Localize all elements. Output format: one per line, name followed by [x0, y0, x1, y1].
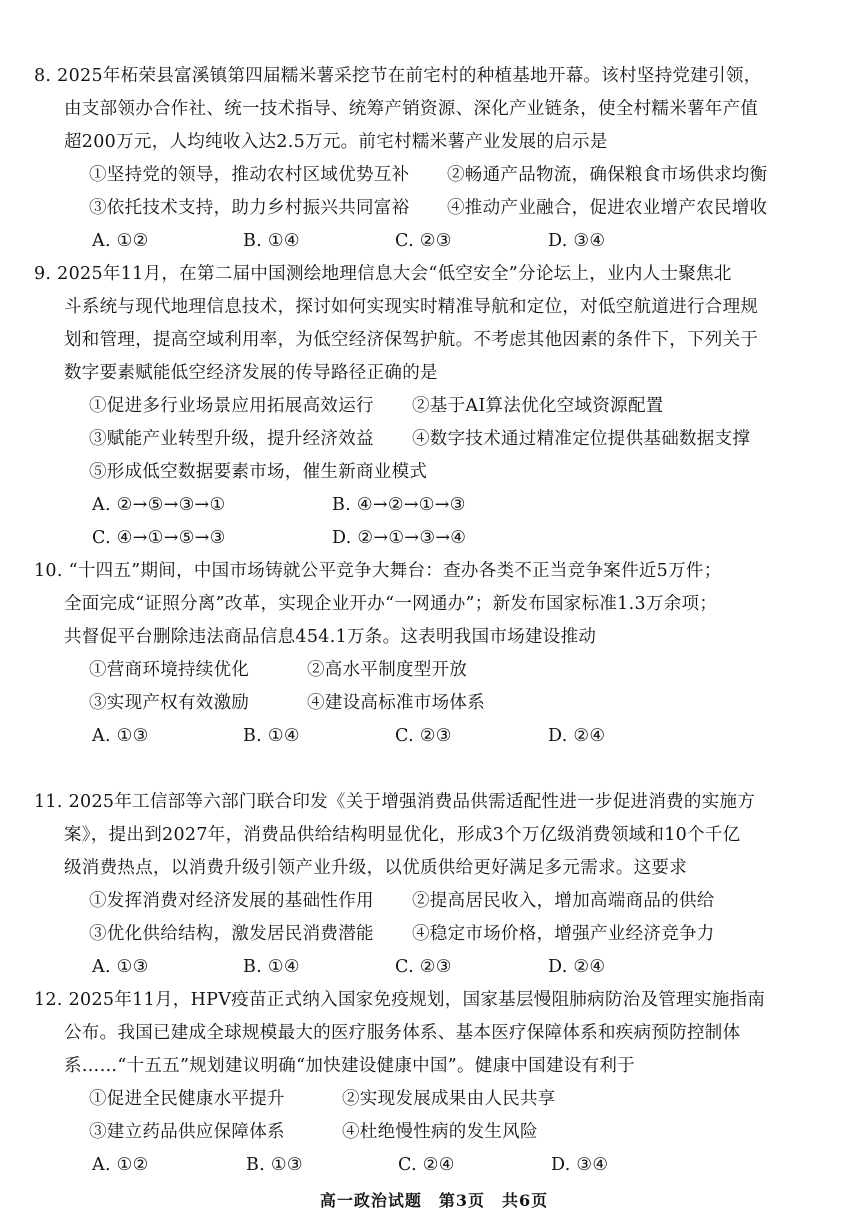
- question-10-stem-line-3: 共督促平台删除违法商品信息454.1万条。这表明我国市场建设推动: [64, 627, 597, 647]
- question-9-statement-3: ③赋能产业转型升级，提升经济效益: [89, 429, 374, 449]
- question-8-stem-line-2: 由支部领办合作社、统一技术指导、统筹产销资源、深化产业链条，使全村糯米薯年产值: [64, 99, 759, 119]
- question-9-option-a[interactable]: A. ②→⑤→③→①: [92, 495, 226, 515]
- question-10-statement-4: ④建设高标准市场体系: [307, 693, 485, 713]
- question-11-stem-line-2: 案》，提出到2027年，消费品供给结构明显优化，形成3个万亿级消费领域和10个千亿: [64, 825, 741, 845]
- question-11-stem-line-1: 11. 2025年工信部等六部门联合印发《关于增强消费品供需适配性进一步促进消费的实施方: [34, 792, 756, 812]
- question-11-statement-4: ④稳定市场价格，增强产业经济竞争力: [412, 924, 715, 944]
- question-12-statement-4: ④杜绝慢性病的发生风险: [342, 1122, 538, 1142]
- question-11-option-a[interactable]: A. ①③: [92, 957, 149, 977]
- question-8-statement-3: ③依托技术支持，助力乡村振兴共同富裕: [89, 198, 410, 218]
- question-8-option-d[interactable]: D. ③④: [548, 231, 606, 251]
- question-9-stem-line-1: 9. 2025年11月，在第二届中国测绘地理信息大会“低空安全”分论坛上，业内人士聚焦北: [34, 264, 732, 284]
- question-10-option-d[interactable]: D. ②④: [548, 726, 606, 746]
- question-11-statement-1: ①发挥消费对经济发展的基础性作用: [89, 891, 374, 911]
- question-8-option-c[interactable]: C. ②③: [395, 231, 452, 251]
- question-8-stem-line-1: 8. 2025年柘荣县富溪镇第四届糯米薯采挖节在前宅村的种植基地开幕。该村坚持党建引领，: [34, 66, 762, 86]
- question-12-option-d[interactable]: D. ③④: [551, 1155, 609, 1175]
- question-11-option-d[interactable]: D. ②④: [548, 957, 606, 977]
- question-12-option-a[interactable]: A. ①②: [92, 1155, 149, 1175]
- question-9-statement-5: ⑤形成低空数据要素市场，催生新商业模式: [89, 462, 428, 482]
- question-12-option-b[interactable]: B. ①③: [246, 1155, 303, 1175]
- question-12-statement-1: ①促进全民健康水平提升: [89, 1089, 285, 1109]
- question-12-statement-3: ③建立药品供应保障体系: [89, 1122, 285, 1142]
- question-12-stem-line-3: 系……“十五五”规划建议明确“加快建设健康中国”。健康中国建设有利于: [64, 1056, 635, 1076]
- question-11-option-b[interactable]: B. ①④: [243, 957, 300, 977]
- question-11-statement-3: ③优化供给结构，激发居民消费潜能: [89, 924, 374, 944]
- question-9-option-c[interactable]: C. ④→①→⑤→③: [92, 528, 226, 548]
- question-10-statement-3: ③实现产权有效激励: [89, 693, 250, 713]
- question-9-stem-line-2: 斗系统与现代地理信息技术，探讨如何实现实时精准导航和定位，对低空航道进行合理规: [64, 297, 759, 317]
- question-9-statement-1: ①促进多行业场景应用拓展高效运行: [89, 396, 374, 416]
- question-12-statement-2: ②实现发展成果由人民共享: [342, 1089, 556, 1109]
- question-9-statement-2: ②基于AI算法优化空域资源配置: [412, 396, 664, 416]
- question-12-stem-line-1: 12. 2025年11月，HPV疫苗正式纳入国家免疫规划，国家基层慢阻肺病防治及管理实施指南: [34, 990, 766, 1010]
- question-10-stem-line-1: 10. “十四五”期间，中国市场铸就公平竞争大舞台：查办各类不正当竞争案件近5万件；: [34, 561, 722, 581]
- question-8-statement-1: ①坚持党的领导，推动农村区域优势互补: [89, 165, 410, 185]
- question-10-statement-1: ①营商环境持续优化: [89, 660, 250, 680]
- question-9-option-b[interactable]: B. ④→②→①→③: [332, 495, 466, 515]
- question-12-option-c[interactable]: C. ②④: [398, 1155, 455, 1175]
- question-9-statement-4: ④数字技术通过精准定位提供基础数据支撑: [412, 429, 751, 449]
- page-footer: 高一政治试题 第3页 共6页: [319, 1191, 549, 1210]
- question-9-option-d[interactable]: D. ②→①→③→④: [332, 528, 467, 548]
- question-10-statement-2: ②高水平制度型开放: [307, 660, 468, 680]
- question-11-stem-line-3: 级消费热点，以消费升级引领产业升级，以优质供给更好满足多元需求。这要求: [64, 858, 687, 878]
- question-11-option-c[interactable]: C. ②③: [395, 957, 452, 977]
- question-8-option-a[interactable]: A. ①②: [92, 231, 149, 251]
- question-10-option-c[interactable]: C. ②③: [395, 726, 452, 746]
- question-10-option-b[interactable]: B. ①④: [243, 726, 300, 746]
- question-10-option-a[interactable]: A. ①③: [92, 726, 149, 746]
- question-10-stem-line-2: 全面完成“证照分离”改革，实现企业开办“一网通办”；新发布国家标准1.3万余项；: [64, 594, 718, 614]
- question-8-statement-2: ②畅通产品物流，确保粮食市场供求均衡: [447, 165, 768, 185]
- question-8-statement-4: ④推动产业融合，促进农业增产农民增收: [447, 198, 768, 218]
- question-12-stem-line-2: 公布。我国已建成全球规模最大的医疗服务体系、基本医疗保障体系和疾病预防控制体: [64, 1023, 741, 1043]
- question-9-stem-line-3: 划和管理，提高空域利用率，为低空经济保驾护航。不考虑其他因素的条件下，下列关于: [64, 330, 759, 350]
- question-9-stem-line-4: 数字要素赋能低空经济发展的传导路径正确的是: [64, 363, 438, 383]
- question-11-statement-2: ②提高居民收入，增加高端商品的供给: [412, 891, 715, 911]
- question-8-option-b[interactable]: B. ①④: [243, 231, 300, 251]
- question-8-stem-line-3: 超200万元，人均纯收入达2.5万元。前宅村糯米薯产业发展的启示是: [64, 132, 608, 152]
